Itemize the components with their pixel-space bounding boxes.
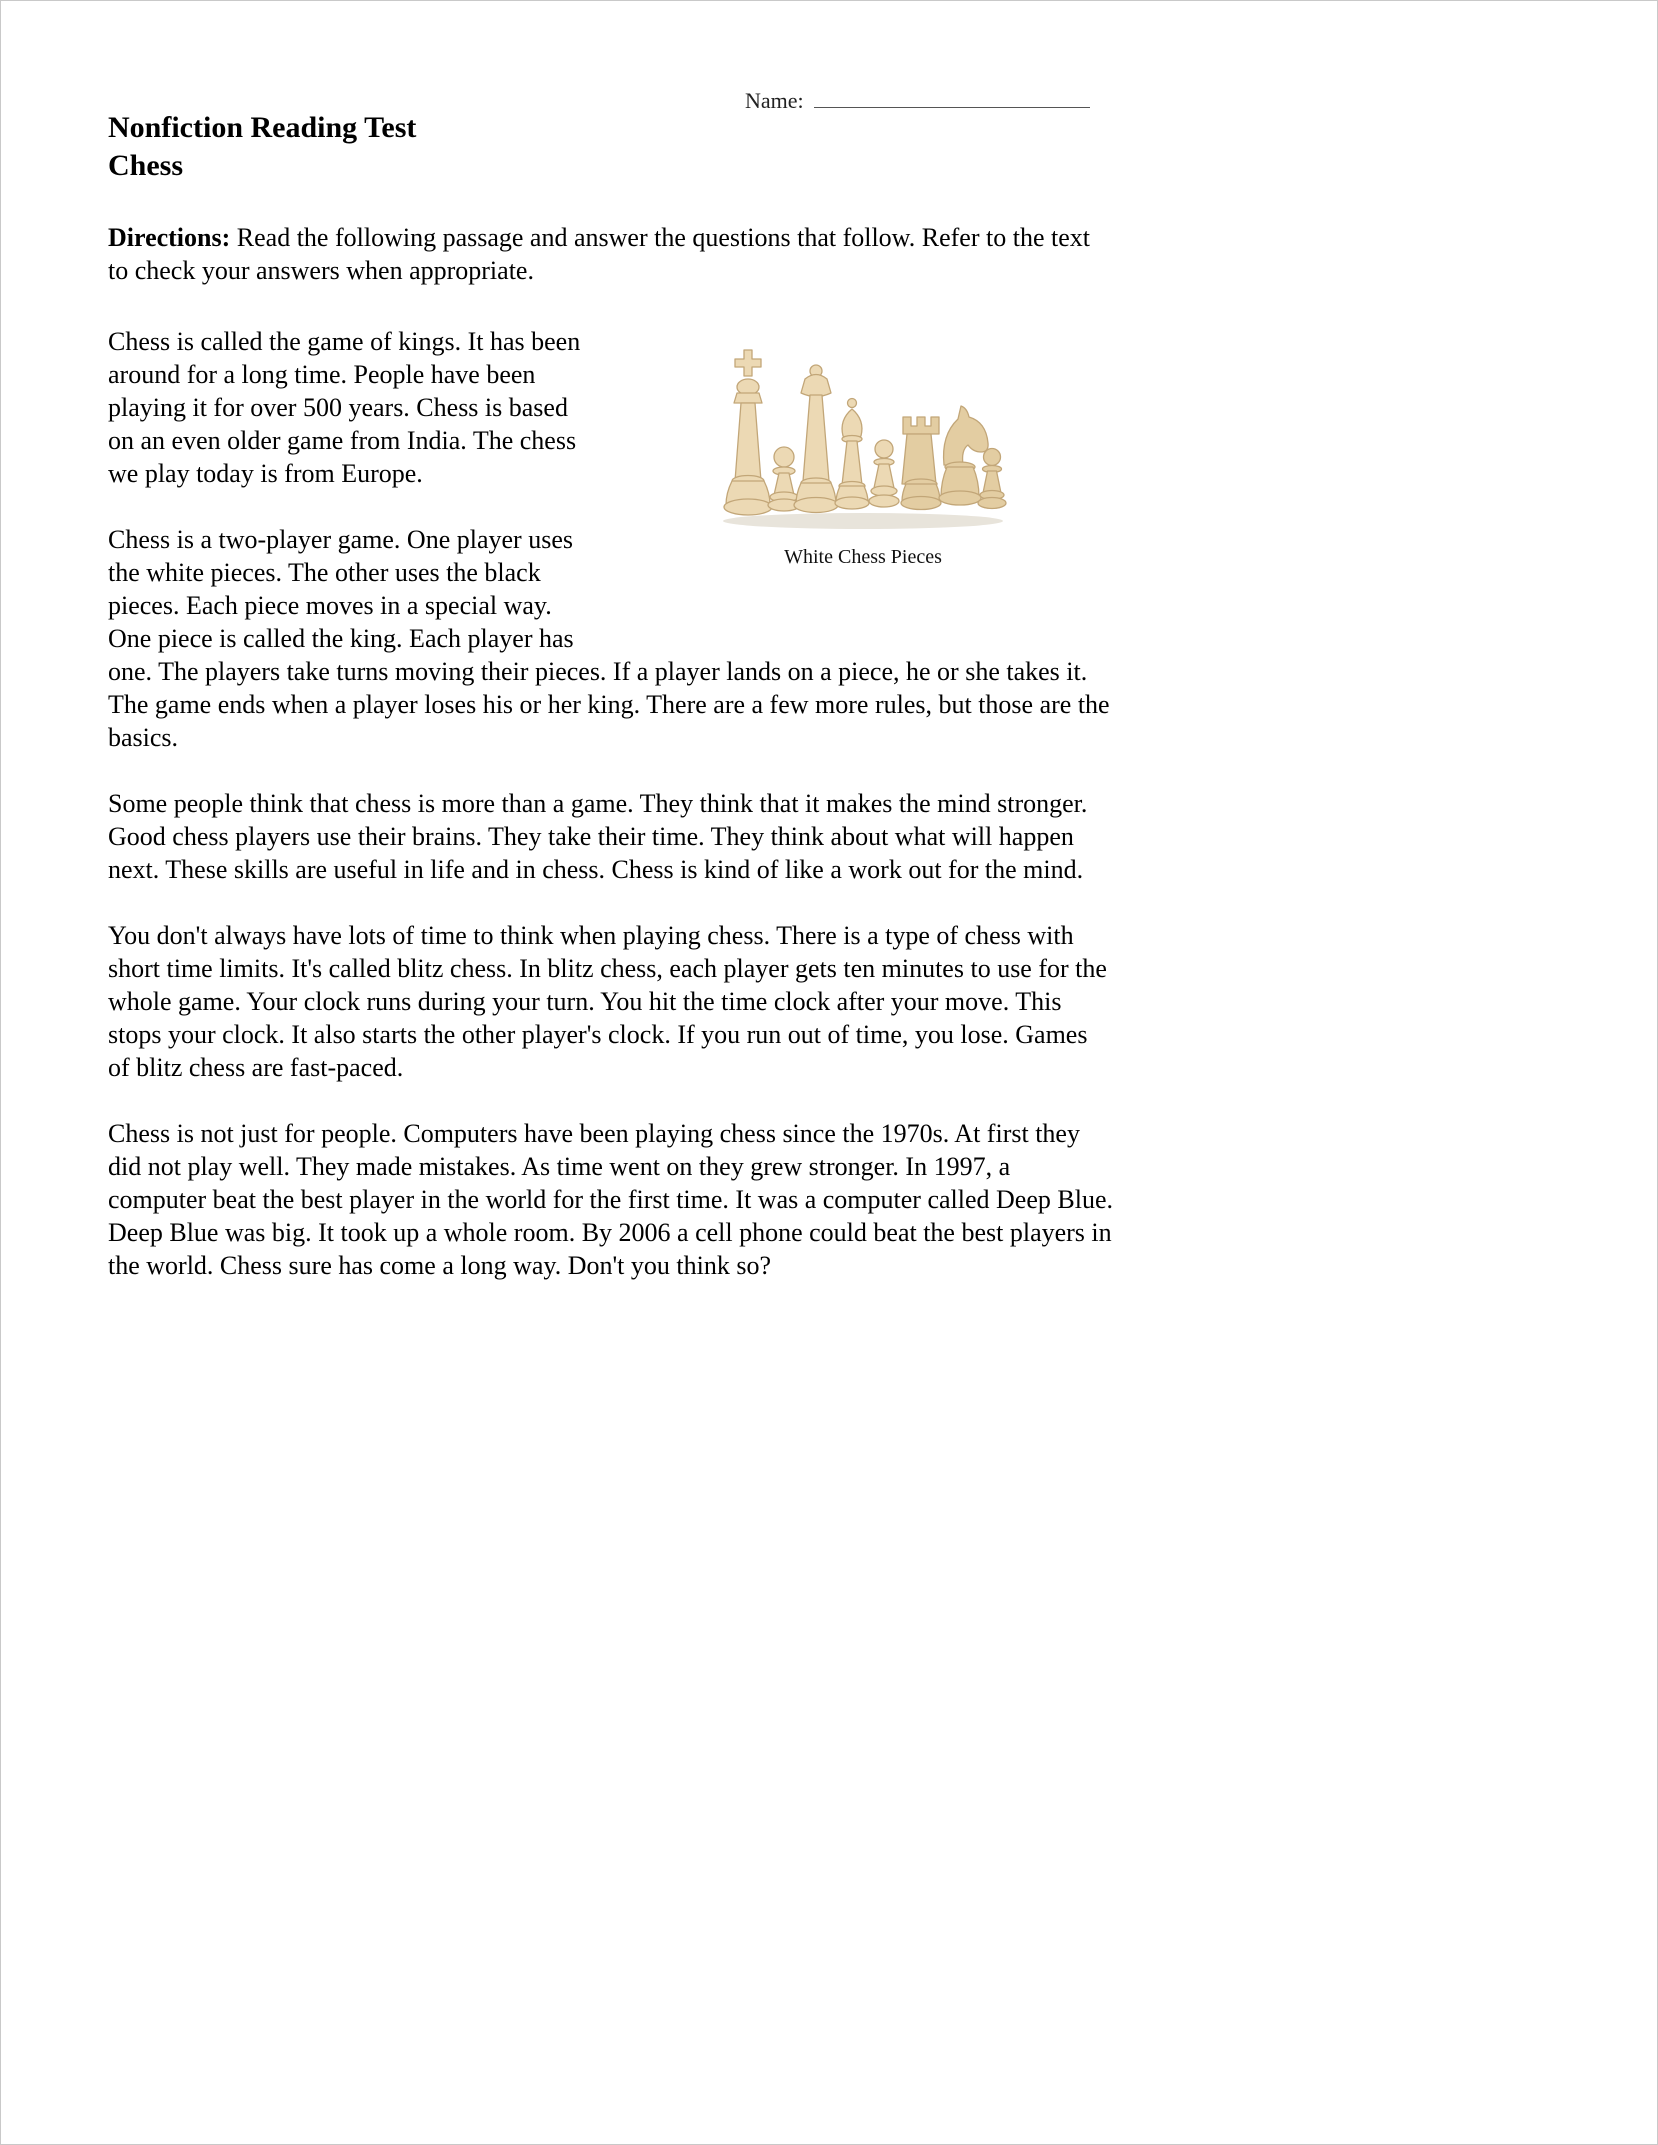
worksheet-content — [108, 109, 1113, 1315]
paragraph-1: Chess is called the game of kings. It has been around for a long time. People have been playing it for over 500 years. Chess is based on an even older game from India. The chess we play today is from Europe. — [108, 327, 581, 488]
directions — [108, 221, 1113, 287]
title-line-1: Nonfiction Reading Test — [108, 111, 417, 144]
figure — [613, 331, 1113, 569]
paragraph-5: Chess is not just for people. Computers have been playing chess since the 1970s. At first they did not play well. They made mistakes. As time went on they grew stronger. In 1997, a computer beat the best player in the world for the first time. It was a computer called Deep Blue. Deep Blue was big. It took up a whole room. By 2006 a cell phone could beat the best players in the world. Chess sure has come a long way. Don't you think so? — [108, 1119, 1113, 1280]
chess-pieces-photo — [708, 345, 1018, 535]
directions-label: Directions: — [108, 223, 231, 252]
paragraph-4: You don't always have lots of time to think when playing chess. There is a type of chess with short time limits. It's called blitz chess. In blitz chess, each player gets ten minutes to use for the whole game. Your clock runs during your turn. You hit the time clock after your move. This stops your clock. It also starts the other player's clock. If you run out of time, you lose. Games of blitz chess are fast-paced. — [108, 921, 1107, 1082]
page-title — [108, 109, 1113, 185]
paragraph-3: Some people think that chess is more than a game. They think that it makes the mind stronger. Good chess players use their brains. They take their time. They think about what will happen next. These skills are useful in life and in chess. Chess is kind of like a work out for the mind. — [108, 789, 1088, 884]
name-blank-line — [814, 85, 1090, 108]
name-label: Name: — [745, 88, 804, 113]
paragraph-2: Chess is a two-player game. One player uses the white pieces. The other uses the black pieces. Each piece moves in a special way. One piece is called the king. Each player has one. The players take turns moving their pieces. If a player lands on a piece, he or she takes it. The game ends when a player loses his or her king. There are a few more rules, but those are the basics. — [108, 525, 1110, 752]
directions-text: Read the following passage and answer the questions that follow. Refer to the text to check your answers when appropriate. — [108, 223, 1090, 285]
title-line-2: Chess — [108, 149, 184, 182]
figure-caption: White Chess Pieces — [784, 546, 942, 568]
passage — [108, 325, 1113, 1282]
